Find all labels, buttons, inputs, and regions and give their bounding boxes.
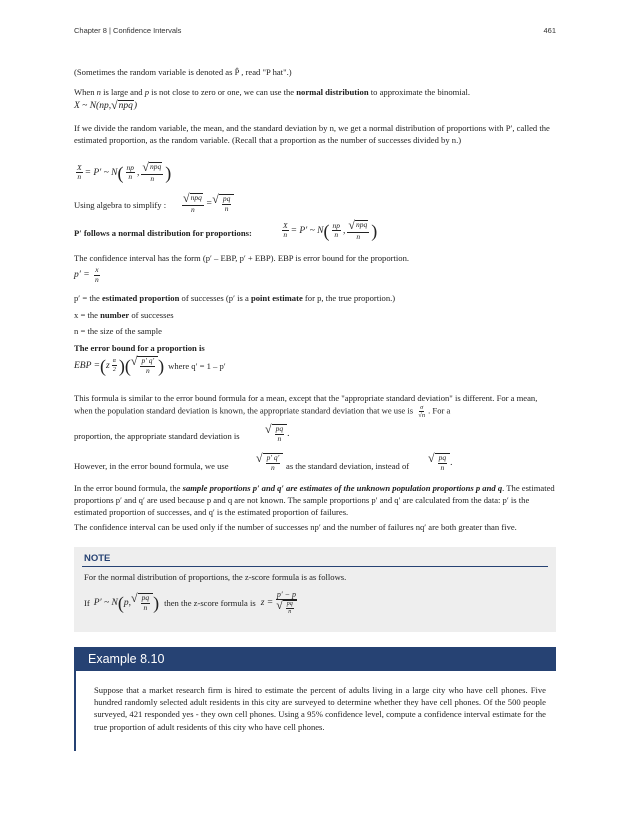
example-header (74, 647, 556, 671)
paragraph-follows-normal: P′ follows a normal distribution for proportions: (74, 228, 252, 238)
paragraph-estimated-proportion: p′ = the estimated proportion of successes (p′ is a point estimate for p, the true proportion.) (74, 293, 396, 303)
paragraph-n-definition: n = the size of the sample (74, 326, 162, 336)
equation-error-bound: EBP = ( z $\frac{\alpha}{2}$ ) ( √ $\frac{p' q'}{n}$ ) where q′ = 1 – p′ (74, 354, 226, 376)
paragraph-divide-by-n: If we divide the random variable, the mean, and the standard deviation by n, we get a normal distribution of proportions with P′, called the estimated proportion, as the random variable. (Recall that a proportion as the number of successes divided by n.) (74, 123, 550, 146)
equation-proportion-sd: √ $\frac{pq}{n}$ . (265, 422, 290, 443)
note-equation: If P′ ~ N ( p, √ $\frac{pq}{n}$ ) then the z-score formula is z = p′ − p √ $\frac{pq}{n}$ (84, 590, 297, 615)
note-box (74, 547, 556, 632)
paragraph-x-definition: x = the number of successes (74, 310, 174, 320)
paragraph-however-b: as the standard deviation, instead of (286, 461, 410, 471)
paragraph-formula-similar: This formula is similar to the error bound formula for a mean, except that the "appropriate standard deviation" is different. For a mean, when the population standard deviation is known, the appropriate standard deviation that we use is $\frac{\sigma}{√n}$ . For a (74, 393, 538, 420)
equation-simplify: √ npq n = √ $\frac{pq}{n}$ (180, 193, 234, 214)
equation-pq-prime: √ $\frac{p' q'}{n}$ (256, 453, 283, 472)
note-divider (82, 566, 548, 567)
running-header-chapter: Chapter 8 | Confidence Intervals (74, 26, 182, 35)
example-text: Suppose that a market research firm is hired to estimate the percent of adults living in a large city who have cell phones. Five hundred randomly selected adult residents in this city are surveyed to determine whether they have cell phones. Of the 500 people surveyed, 421 responded yes - they own cell phones. Using a 95% confidence level, compute a confidence interval estimate for the true proportion of adult residents of this city who have cell phones. (94, 685, 546, 732)
paragraph-error-bound-heading: The error bound for a proportion is (74, 343, 205, 353)
example-title: Example 8.10 (88, 652, 165, 666)
paragraph-sample-proportions: In the error bound formula, the sample proportions p′ and q′ are estimates of the unknown population proportions p and q. The estimated proportions p′ and q′ are used because p and q are not known. The sample proportions p′ and q′ are calculated from the data: p′ is the estimated proportion of successes, and q′ is the estimated proportion of failures. (74, 483, 555, 518)
paragraph-p-hat: (Sometimes the random variable is denoted as P̂ , read "P hat".) (74, 67, 292, 77)
equation-proportion-distribution: $\frac{X}{n}$ = P′ ~ N ( $\frac{np}{n}$ , √ npq n ) (77, 160, 172, 183)
paragraph-normal-approx: When n is large and p is not close to zero or one, we can use the normal distribution to approximate the binomial. (74, 87, 471, 97)
paragraph-conditions: The confidence interval can be used only if the number of successes np′ and the number of failures nq′ are both greater than five. (74, 522, 517, 532)
equation-p-prime: p′ = $\frac{x}{n}$ (74, 265, 99, 284)
equation-binomial-normal: X ~ N(np, √ npq ) (74, 98, 138, 112)
example-side-rule (74, 671, 76, 751)
page-number: 461 (543, 26, 556, 35)
note-text: For the normal distribution of proportions, the z-score formula is as follows. (84, 572, 347, 582)
equation-pq-instead: √ $\frac{pq}{n}$ . (428, 451, 453, 472)
equation-follows-normal: $\frac{X}{n}$ = P′ ~ N ( $\frac{np}{n}$ , √ npq n ) (283, 218, 378, 241)
paragraph-simplify: Using algebra to simplify : (74, 200, 167, 210)
paragraph-however-a: However, in the error bound formula, we use (74, 461, 229, 471)
note-title: NOTE (84, 553, 111, 564)
paragraph-proportion-sd: proportion, the appropriate standard deviation is (74, 431, 240, 441)
paragraph-confidence-form: The confidence interval has the form (p′ – EBP, p′ + EBP). EBP is error bound for the proportion. (74, 253, 410, 263)
